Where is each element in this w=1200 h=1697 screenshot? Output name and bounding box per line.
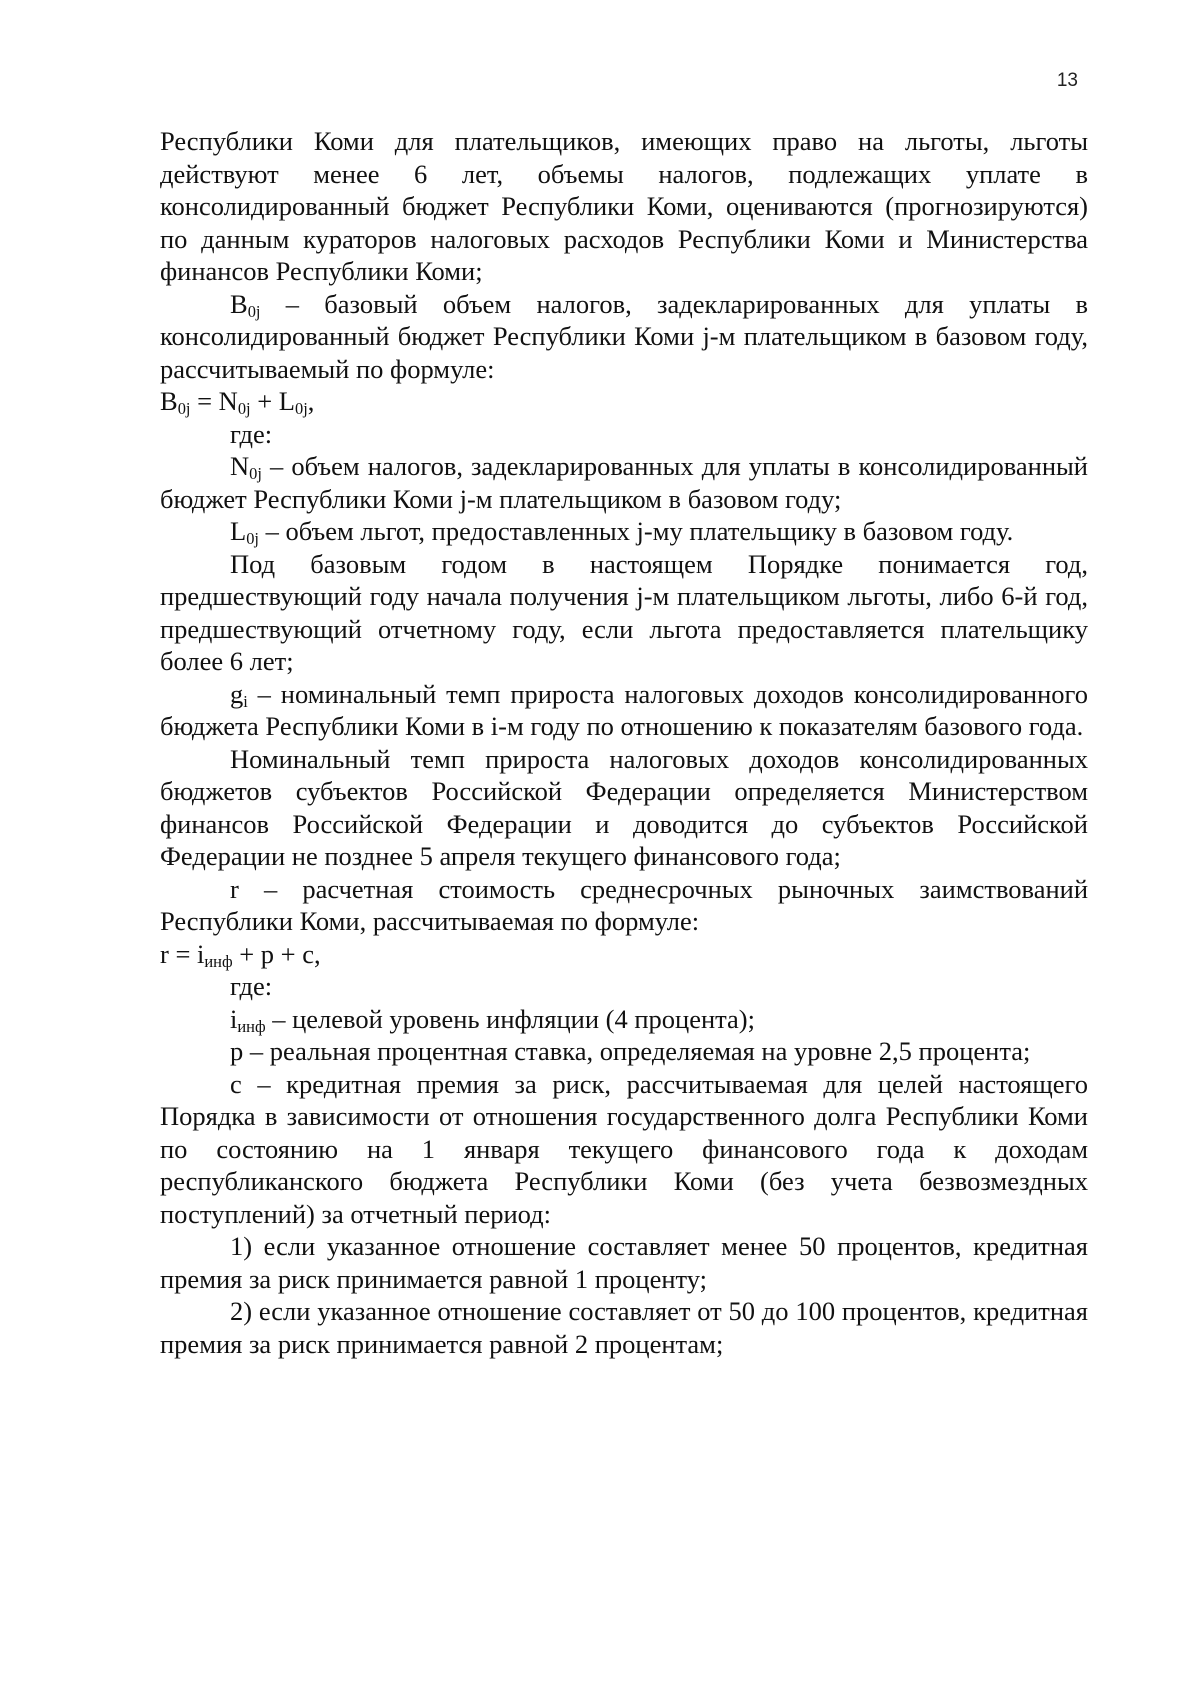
- formula-rest: + p + c,: [232, 938, 321, 969]
- list-item-1: 1) если указанное отношение составляет менее 50 процентов, кредитная премия за риск принимается равной 1 проценту;: [160, 1231, 1088, 1294]
- where-label-1: где:: [230, 418, 273, 449]
- paragraph-n0j-definition: [160, 450, 1088, 515]
- paragraph-growth-rate: Номинальный темп прироста налоговых доходов консолидированных бюджетов субъектов Российской Федерации определяется Министерством финансов Российской Федерации и доводится до субъектов Российской Федерации не позднее 5 апреля текущего финансового года;: [160, 743, 1088, 871]
- symbol-l: L: [230, 516, 247, 546]
- paragraph-b0j-definition: [160, 288, 1088, 386]
- formula-sub-l: 0j: [294, 399, 308, 419]
- symbol-b: B: [230, 288, 248, 319]
- subscript-inf: инф: [237, 1016, 266, 1036]
- formula-term-b: B: [160, 386, 178, 416]
- formula-sub-b: 0j: [177, 399, 191, 419]
- page-number: 13: [1056, 70, 1078, 91]
- formula-r: [160, 938, 1088, 971]
- where-label-2: где:: [230, 971, 273, 1001]
- definition-text: – базовый объем налогов, задекларированных для уплаты в консолидированный бюджет Республики Коми j-м плательщиком в базовом году, рассчитываемый по формуле:: [160, 288, 1088, 384]
- paragraph-c-definition: c – кредитная премия за риск, рассчитываемая для целей настоящего Порядка в зависимости от отношения государственного долга Республики Коми по состоянию на 1 января текущего финансового года к доходам республиканского бюджета Республики Коми (без учета безвозмездных поступлений) за отчетный период:: [160, 1068, 1088, 1229]
- formula-b0j: [160, 385, 1088, 418]
- subscript-0j: 0j: [246, 529, 259, 549]
- paragraph-r-definition: r – расчетная стоимость среднесрочных рыночных заимствований Республики Коми, рассчитываемая по формуле:: [160, 873, 1088, 936]
- subscript-i: i: [243, 691, 248, 711]
- paragraph-iinf-definition: [160, 1003, 1088, 1036]
- formula-term-n: = N: [190, 386, 238, 416]
- paragraph-l0j-definition: [160, 515, 1088, 548]
- definition-text: – целевой уровень инфляции (4 процента);: [265, 1003, 755, 1034]
- subscript-0j: 0j: [249, 464, 262, 484]
- document-body: [160, 125, 1088, 1360]
- definition-text: – номинальный темп прироста налоговых доходов консолидированного бюджета Республики Коми в i-м году по отношению к показателям базового года.: [160, 678, 1088, 741]
- symbol-g: g: [230, 678, 244, 709]
- formula-term-l: + L: [250, 386, 295, 416]
- definition-text: – объем налогов, задекларированных для уплаты в консолидированный бюджет Республики Коми j-м плательщиком в базовом году;: [160, 451, 1088, 514]
- formula-term-r: r = i: [160, 938, 205, 969]
- paragraph-continuation: Республики Коми для плательщиков, имеющих право на льготы, льготы действуют менее 6 лет, объемы налогов, подлежащих уплате в консолидированный бюджет Республики Коми, оцениваются (прогнозируются) по данным кураторов налоговых расходов Республики Коми и Министерства финансов Республики Коми;: [160, 126, 1088, 286]
- paragraph-p-definition: p – реальная процентная ставка, определяемая на уровне 2,5 процента;: [230, 1036, 1031, 1066]
- list-item-2: 2) если указанное отношение составляет от 50 до 100 процентов, кредитная премия за риск принимается равной 2 процентам;: [160, 1296, 1088, 1359]
- subscript-0j: 0j: [247, 301, 261, 321]
- symbol-n: N: [230, 451, 250, 481]
- formula-end: ,: [307, 386, 315, 416]
- paragraph-base-year: Под базовым годом в настоящем Порядке понимается год, предшествующий году начала получения j-м плательщиком льготы, либо 6-й год, предшествующий отчетному году, если льгота предоставляется плательщику более 6 лет;: [160, 548, 1088, 676]
- formula-sub-inf: инф: [204, 951, 233, 971]
- symbol-i: i: [230, 1003, 238, 1034]
- paragraph-gi-definition: [160, 678, 1088, 743]
- formula-sub-n: 0j: [237, 399, 251, 419]
- definition-text: – объем льгот, предоставленных j-му плательщику в базовом году.: [258, 516, 1014, 546]
